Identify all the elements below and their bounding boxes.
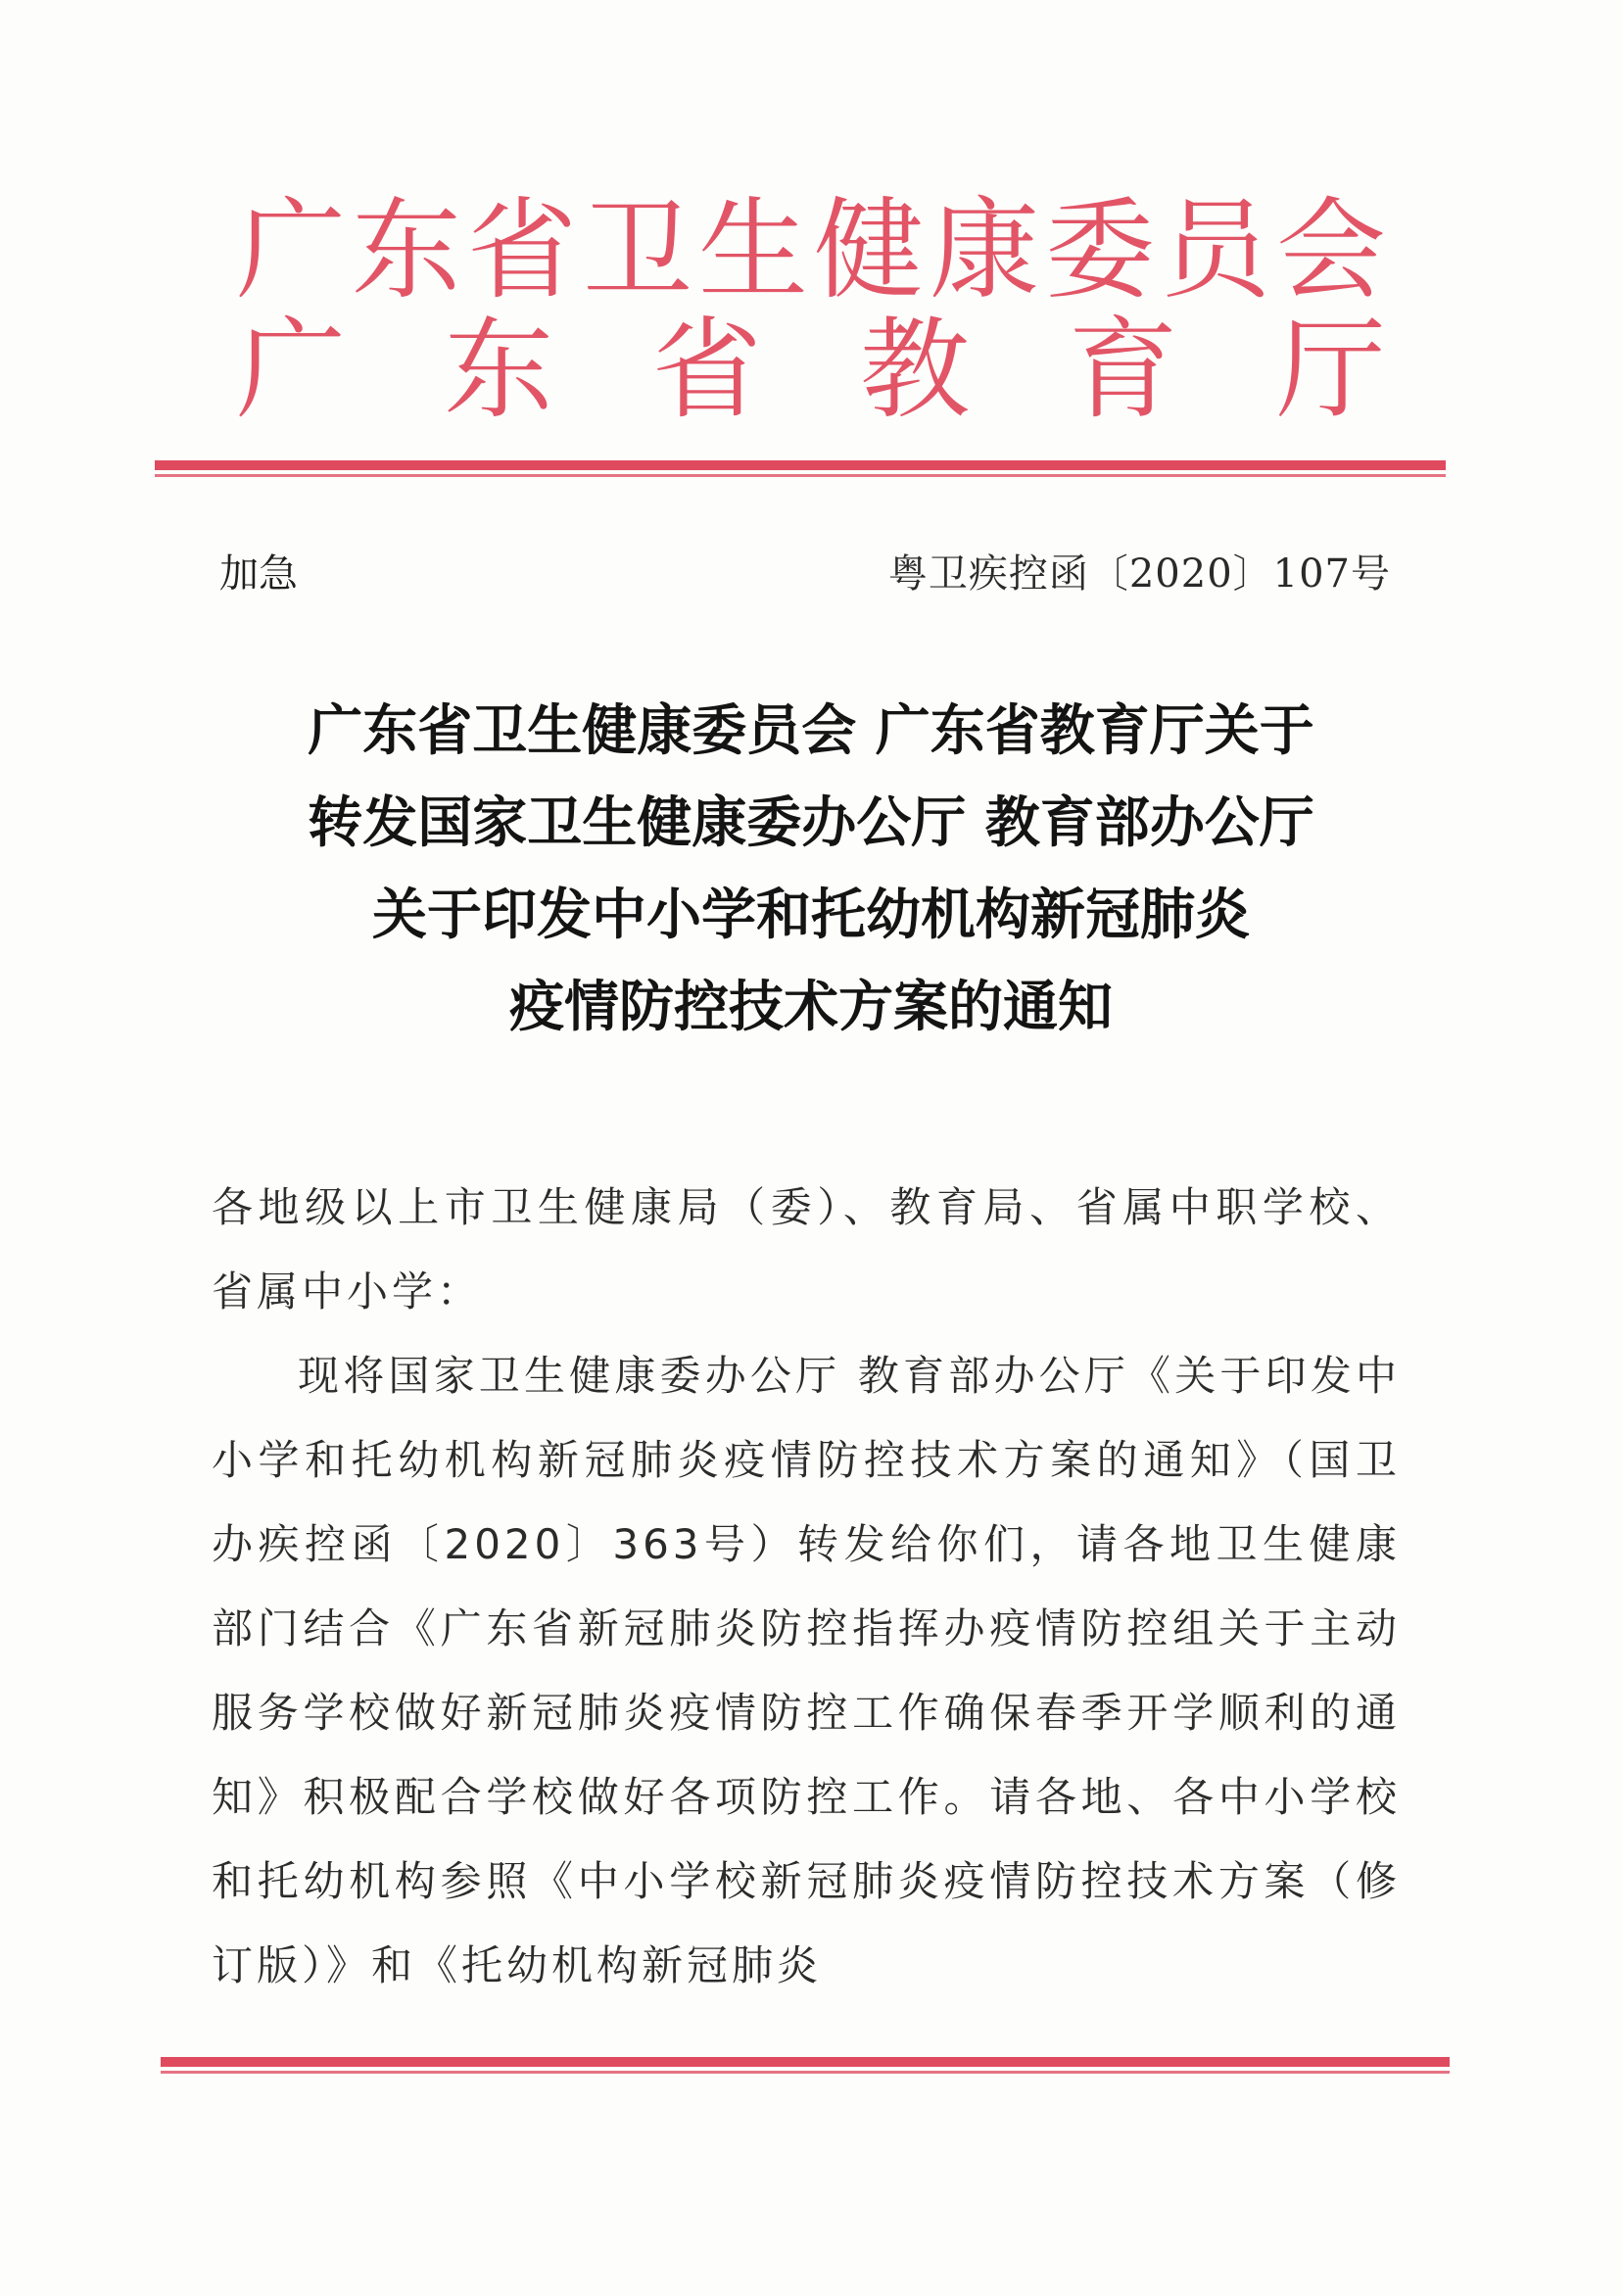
title-line: 关于印发中小学和托幼机构新冠肺炎 — [372, 884, 1250, 947]
issuer-health-commission — [233, 187, 1389, 314]
issuer-char: 委 — [1045, 187, 1155, 314]
title-line: 转发国家卫生健康委办公厅 教育部办公厅 — [308, 791, 1314, 855]
document-title — [157, 686, 1465, 1054]
footer-divider — [161, 2057, 1450, 2067]
issuer-char: 健 — [814, 187, 924, 314]
footer-divider-thin — [161, 2071, 1450, 2074]
issuer-char: 东 — [352, 187, 461, 314]
issuer-char: 员 — [1161, 187, 1270, 314]
letterhead-divider-thin — [155, 474, 1446, 477]
issuer-char: 省 — [651, 307, 762, 434]
title-line: 广东省卫生健康委员会 广东省教育厅关于 — [308, 699, 1314, 763]
issuer-char: 东 — [444, 307, 554, 434]
salutation: 各地级以上市卫生健康局（委）、教育局、省属中职学校、省属中小学： — [212, 1183, 1401, 1315]
issuer-char: 省 — [467, 187, 577, 314]
body-paragraph: 现将国家卫生健康委办公厅 教育部办公厅《关于印发中小学和托幼机构新冠肺炎疫情防控技术方案的通知》（国卫办疾控函〔2020〕363号）转发给你们，请各地卫生健康部门结合《广东省新冠肺炎防控指挥办疫情防控组关于主动服务学校做好新冠肺炎疫情防控工作确保春季开学顺利的通知》积极配合学校做好各项防控工作。请各地、各中小学校和托幼机构参照《中小学校新冠肺炎疫情防控技术方案（修订版）》和《托幼机构新冠肺炎 — [212, 1352, 1401, 1989]
issuer-char: 康 — [930, 187, 1039, 314]
issuer-char: 教 — [860, 307, 971, 434]
title-line: 疫情防控技术方案的通知 — [509, 976, 1113, 1039]
issuer-char: 广 — [236, 187, 346, 314]
issuer-char: 会 — [1276, 187, 1386, 314]
issuer-char: 卫 — [583, 187, 692, 314]
letterhead-divider — [155, 460, 1446, 470]
issuer-char: 育 — [1068, 307, 1178, 434]
urgency-label: 加急 — [219, 551, 298, 597]
document-number: 粤卫疾控函〔2020〕107号 — [887, 551, 1391, 597]
document-body — [212, 1166, 1401, 2008]
issuer-char: 生 — [698, 187, 808, 314]
issuer-education-department — [233, 307, 1389, 434]
issuer-char: 广 — [236, 307, 346, 434]
issuer-char: 厅 — [1275, 307, 1386, 434]
